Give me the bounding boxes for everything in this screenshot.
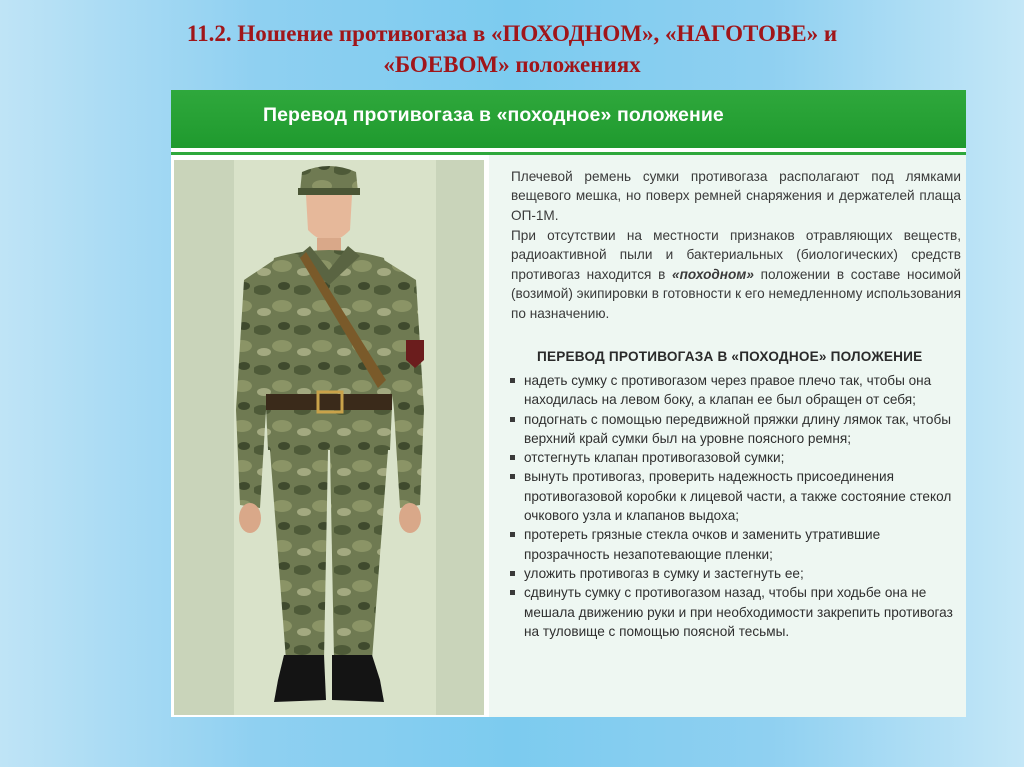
step-item — [509, 448, 954, 467]
section-banner — [171, 90, 966, 148]
instructions-panel — [489, 155, 966, 717]
paragraph-2-emphasis: «походном» — [672, 266, 754, 282]
face — [306, 195, 352, 241]
steps-list — [509, 371, 954, 641]
paragraph-strap-placement: Плечевой ремень сумки противогаза располагают под лямками вещевого мешка, но поверх ремней снаряжения и держателей плаща ОП-1М. — [511, 169, 961, 223]
steps-heading: ПЕРЕВОД ПРОТИВОГАЗА В «ПОХОДНОЕ» ПОЛОЖЕНИЕ — [537, 349, 923, 364]
step-item — [509, 564, 954, 583]
step-text: отстегнуть клапан противогазовой сумки; — [524, 450, 785, 466]
step-text: сдвинуть сумку с противогазом назад, чтобы при ходьбе она не мешала движению руки и при необходимости закрепить противогаз на туловище с помощью поясной тесьмы. — [524, 585, 953, 639]
step-item — [509, 467, 954, 525]
soldier-figure-illustration — [174, 160, 484, 715]
right-boot — [332, 655, 384, 702]
paragraph-2-end: положении в составе носимой (возимой) экипировки в готовности к его немедленному использования по назначению. — [511, 266, 961, 321]
left-leg — [270, 450, 328, 660]
paragraph-marching-condition — [511, 226, 961, 323]
left-boot — [274, 655, 326, 702]
belt — [266, 394, 392, 410]
slide-title — [60, 18, 964, 80]
slide-title-line-1: 11.2. Ношение противогаза в «ПОХОДНОМ», «НАГОТОВЕ» и — [186, 21, 838, 46]
step-item — [509, 371, 954, 410]
slide-title-line-2: «БОЕВОМ» положениях — [383, 52, 641, 77]
step-text: уложить противогаз в сумку и застегнуть ее; — [524, 565, 804, 581]
step-item — [509, 525, 954, 564]
right-leg — [330, 450, 388, 660]
left-arm — [236, 260, 274, 508]
soldier-photo — [174, 160, 484, 715]
step-text: протереть грязные стекла очков и заменить утратившие прозрачность незапотевающие пленки; — [524, 527, 881, 562]
paragraph-2-start: При отсутствии на местности признаков отравляющих веществ, радиоактивной пыли и бактериальных (биологических) средств противогаз находится в — [511, 228, 961, 282]
step-text: подогнать с помощью передвижной пряжки длину лямок так, чтобы верхний край сумки был на уровне поясного ремня; — [524, 411, 951, 446]
step-item — [509, 583, 954, 641]
step-text: вынуть противогаз, проверить надежность присоединения противогазовой коробки к лицевой части, а также состояние стекол очкового узла и клапанов выдоха; — [524, 469, 952, 524]
content-panel — [171, 90, 966, 717]
banner-title: Перевод противогаза в «походное» положение — [263, 104, 724, 126]
step-item — [509, 410, 954, 449]
step-text: надеть сумку с противогазом через правое плечо так, чтобы она находилась на левом боку, а клапан ее был обращен от себя; — [524, 373, 932, 408]
